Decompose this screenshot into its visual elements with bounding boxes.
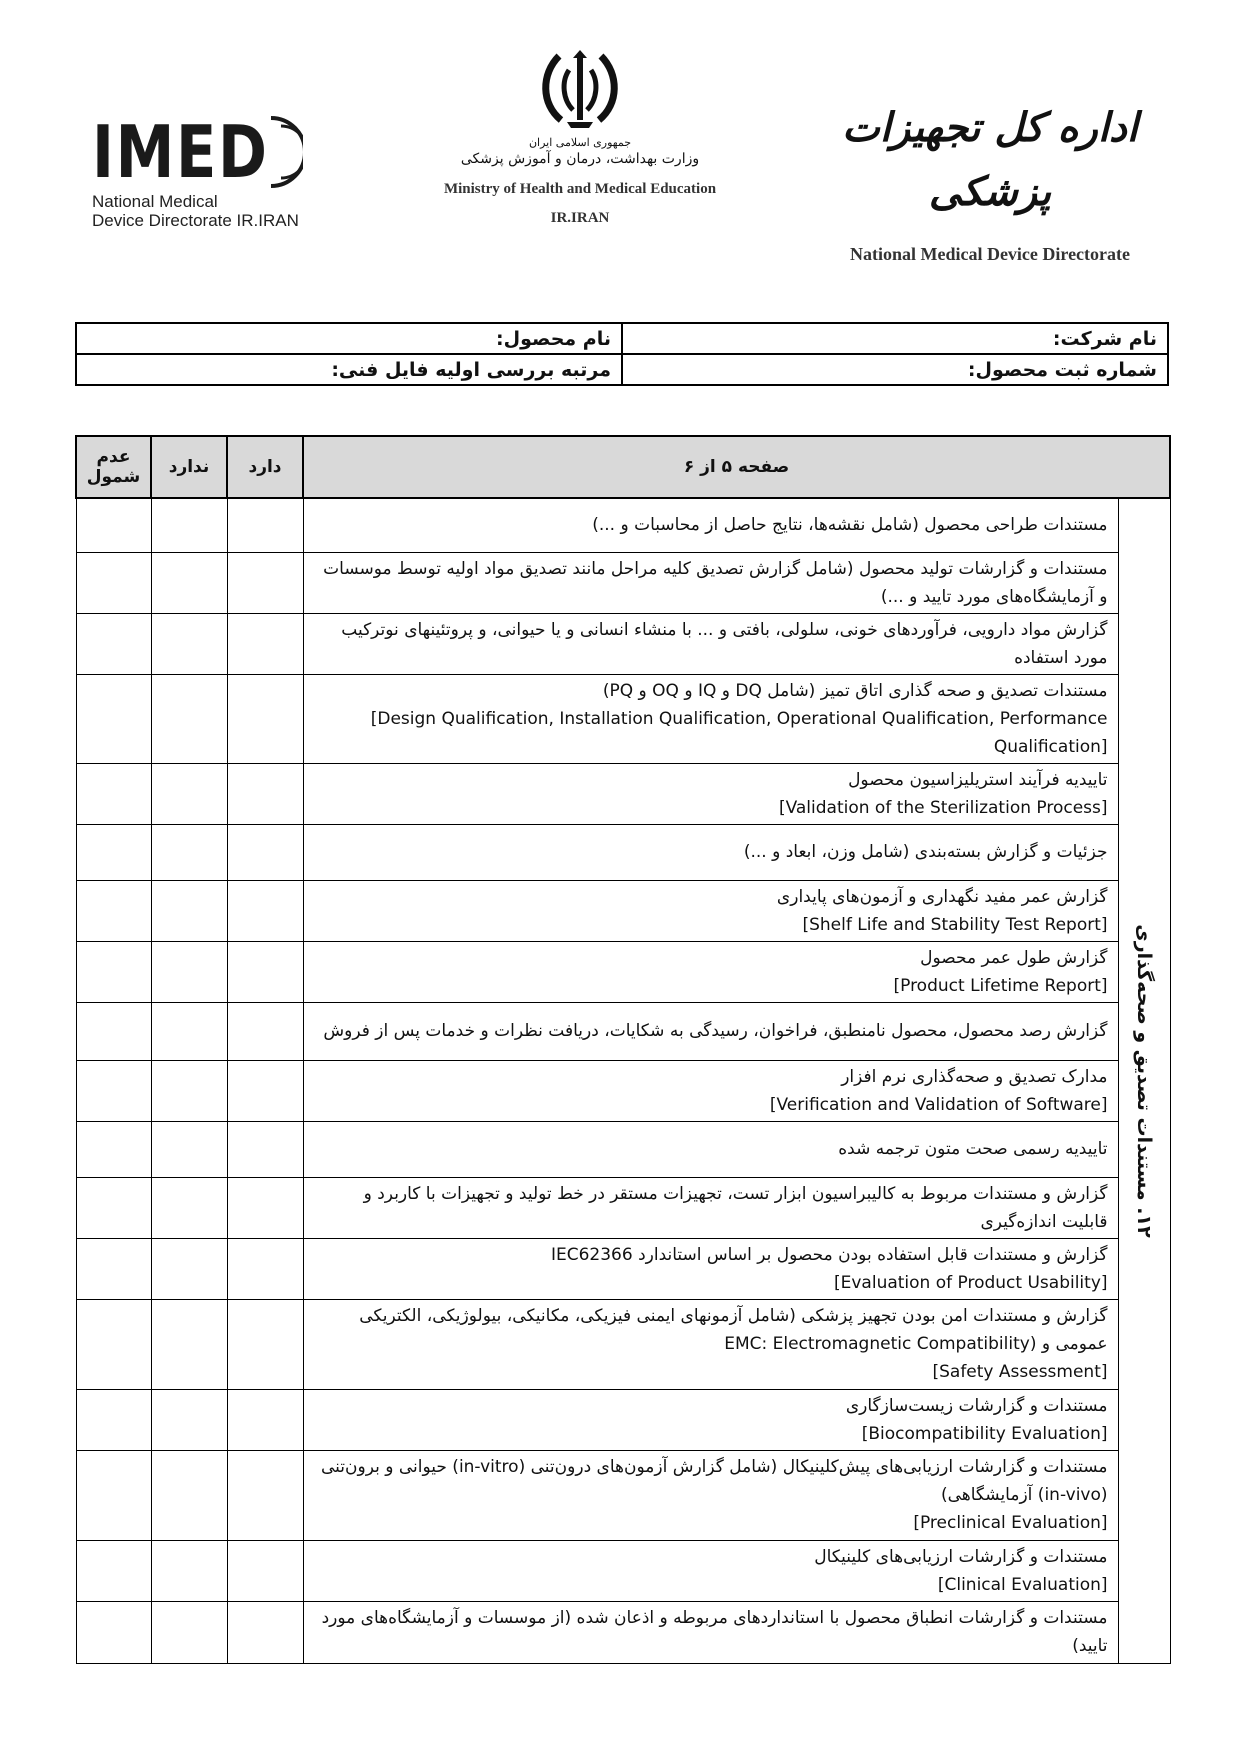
item-description: مستندات طراحی محصول (شامل نقشه‌ها، نتایج حاصل از محاسبات و ...) [592,515,1108,536]
page-indicator: صفحه ۵ از ۶ [303,436,1170,498]
item-description: گزارش مواد دارویی، فرآوردهای خونی، سلولی، بافتی و ... با منشاء انسانی و یا حیوانی، و پروتئینهای نوترکیب مورد استفاده [341,619,1108,668]
checkbox-cell-has[interactable] [227,1060,303,1121]
ministry-fa-line1: جمهوری اسلامی ایران [528,136,632,149]
checklist-row [76,1450,1170,1540]
checkbox-cell-not-applicable[interactable] [76,552,151,613]
ministry-en-country: IR.IRAN [550,210,610,226]
checklist-item-text [303,552,1118,613]
checklist-item-text [303,498,1118,552]
checkbox-cell-not-applicable[interactable] [76,674,151,763]
column-header-has-not: ندارد [151,436,227,498]
checklist-item-text [303,1060,1118,1121]
item-description: مستندات و گزارشات تولید محصول (شامل گزارش تصدیق کلیه مراحل مانند تصدیق مواد اولیه توسط موسسات و آزمایشگاه‌های مورد تایید و ...) [323,558,1108,607]
checkbox-cell-not-applicable[interactable] [76,1601,151,1663]
checkbox-cell-has[interactable] [227,1389,303,1450]
checklist-item-text [303,1299,1118,1389]
checkbox-cell-not-applicable[interactable] [76,1540,151,1601]
checkbox-cell-has[interactable] [227,1002,303,1060]
ministry-fa-line2: وزارت بهداشت، درمان و آموزش پزشکی [460,151,700,167]
item-english-term: [Preclinical Evaluation] [913,1513,1108,1533]
directorate-fa-name: اداره کل تجهیزات پزشکی [842,104,1138,215]
item-description: گزارش و مستندات امن بودن تجهیز پزشکی (شامل آزمونهای ایمنی فیزیکی، مکانیکی، بیولوژیکی، الکتریکی عمومی و (EMC: Electromagnetic Compatibility [359,1306,1108,1354]
checklist-header-row [76,436,1170,498]
checklist-row [76,1177,1170,1238]
checkbox-cell-has-not[interactable] [151,1177,227,1238]
item-description: گزارش و مستندات مربوط به کالیبراسیون ابزار تست، تجهیزات مستقر در خط تولید و تجهیزات با کاربرد و قابلیت اندازه‌گیری [363,1183,1108,1232]
checklist-row [76,824,1170,880]
item-description: مستندات و گزارشات ارزیابی‌های کلینیکال [814,1546,1108,1567]
checkbox-cell-has-not[interactable] [151,1450,227,1540]
checkbox-cell-has-not[interactable] [151,498,227,552]
checklist-row [76,498,1170,552]
checklist-row [76,552,1170,613]
checklist-row [76,613,1170,674]
item-english-term: [Design Qualification, Installation Qualification, Operational Qualification, Performance Qualification] [370,708,1108,757]
checkbox-cell-has-not[interactable] [151,1060,227,1121]
column-header-not-applicable: عدم شمول [76,436,151,498]
iran-emblem-icon [537,48,623,130]
checklist-item-text [303,1389,1118,1450]
checklist-row [76,1002,1170,1060]
item-description: گزارش و مستندات قابل استفاده بودن محصول بر اساس استاندارد IEC62366 [550,1244,1108,1265]
checklist-row [76,1238,1170,1299]
checklist-row [76,1299,1170,1389]
item-english-term: [Biocompatibility Evaluation] [861,1423,1108,1444]
checkbox-cell-has[interactable] [227,1601,303,1663]
checkbox-cell-has-not[interactable] [151,1238,227,1299]
imed-logo-text: IMED [92,110,269,194]
checkbox-cell-has[interactable] [227,880,303,941]
checkbox-cell-has-not[interactable] [151,763,227,824]
ministry-en-name: Ministry of Health and Medical Education [443,181,717,197]
checkbox-cell-not-applicable[interactable] [76,1002,151,1060]
checkbox-cell-has[interactable] [227,763,303,824]
checkbox-cell-not-applicable[interactable] [76,1121,151,1177]
checkbox-cell-has-not[interactable] [151,613,227,674]
item-description: گزارش عمر مفید نگهداری و آزمون‌های پایداری [776,886,1108,907]
company-name-field[interactable]: نام شرکت: [622,323,1168,354]
item-description: مستندات تصدیق و صحه گذاری اتاق تمیز (شامل DQ و IQ و OQ و PQ) [602,680,1108,701]
imed-subtitle-line1: National Medical [92,192,218,211]
checkbox-cell-has-not[interactable] [151,1299,227,1389]
checkbox-cell-has[interactable] [227,498,303,552]
checkbox-cell-has[interactable] [227,1238,303,1299]
directorate-logo [810,96,1170,265]
checkbox-cell-has-not[interactable] [151,1601,227,1663]
verification-checklist-table [75,435,1171,1664]
item-english-term: [Verification and Validation of Software] [769,1094,1108,1115]
item-english-term: [Safety Assessment] [932,1362,1108,1382]
checkbox-cell-has[interactable] [227,1540,303,1601]
checklist-row [76,1601,1170,1663]
checklist-row [76,1389,1170,1450]
item-english-term: [Clinical Evaluation] [937,1574,1108,1595]
product-info-table [75,322,1169,386]
checkbox-cell-has[interactable] [227,1450,303,1540]
checkbox-cell-has[interactable] [227,1177,303,1238]
item-description: تاییدیه فرآیند استریلیزاسیون محصول [848,769,1108,790]
item-english-term: [Evaluation of Product Usability] [834,1272,1108,1293]
checklist-item-text [303,613,1118,674]
checkbox-cell-not-applicable[interactable] [76,1177,151,1238]
checkbox-cell-not-applicable[interactable] [76,1060,151,1121]
checkbox-cell-has[interactable] [227,1299,303,1389]
registration-number-field[interactable]: شماره ثبت محصول: [622,354,1168,385]
checklist-item-text [303,1121,1118,1177]
checklist-item-text [303,763,1118,824]
checkbox-cell-has-not[interactable] [151,1002,227,1060]
item-description: گزارش رصد محصول، محصول نامنطبق، فراخوان، رسیدگی به شکایات، دریافت نظرات و خدمات پس از فروش [323,1021,1108,1041]
checklist-item-text [303,941,1118,1002]
item-english-term: [Product Lifetime Report] [893,975,1108,996]
checkbox-cell-not-applicable[interactable] [76,941,151,1002]
checklist-item-text [303,1238,1118,1299]
checkbox-cell-has[interactable] [227,552,303,613]
checkbox-cell-not-applicable[interactable] [76,824,151,880]
checklist-item-text [303,1450,1118,1540]
checklist-item-text [303,880,1118,941]
checklist-row [76,674,1170,763]
checklist-item-text [303,1601,1118,1663]
imed-logo [92,112,312,230]
item-description: مستندات و گزارشات انطباق محصول با استانداردهای مربوطه و اذعان شده (از موسسات و آزمایشگاه‌های مورد تایید) [321,1608,1108,1656]
ministry-logo [400,48,760,227]
checkbox-cell-not-applicable[interactable] [76,1299,151,1389]
checkbox-cell-has-not[interactable] [151,880,227,941]
directorate-en-name: National Medical Device Directorate [849,244,1131,264]
checkbox-cell-not-applicable[interactable] [76,880,151,941]
checklist-item-text [303,1002,1118,1060]
imed-arcs-icon [263,112,303,192]
checklist-item-text [303,674,1118,763]
checklist-item-text [303,824,1118,880]
item-description: تاییدیه رسمی صحت متون ترجمه شده [838,1139,1108,1159]
checkbox-cell-has-not[interactable] [151,1121,227,1177]
item-description: مستندات و گزارشات زیست‌سازگاری [845,1395,1108,1416]
item-description: مدارک تصدیق و صحه‌گذاری نرم افزار [841,1066,1108,1087]
checkbox-cell-has-not[interactable] [151,941,227,1002]
checkbox-cell-not-applicable[interactable] [76,498,151,552]
checkbox-cell-not-applicable[interactable] [76,1389,151,1450]
item-description: جزئیات و گزارش بسته‌بندی (شامل وزن، ابعاد و ...) [743,842,1108,862]
checkbox-cell-has-not[interactable] [151,824,227,880]
checklist-row [76,941,1170,1002]
section-title-cell [1118,498,1170,1663]
review-stage-field[interactable]: مرتبه بررسی اولیه فایل فنی: [76,354,622,385]
checkbox-cell-not-applicable[interactable] [76,613,151,674]
column-header-has: دارد [227,436,303,498]
item-english-term: [Shelf Life and Stability Test Report] [802,914,1108,935]
checklist-row [76,1540,1170,1601]
item-description: گزارش طول عمر محصول [920,947,1108,968]
checkbox-cell-has[interactable] [227,824,303,880]
checkbox-cell-has[interactable] [227,1121,303,1177]
checkbox-cell-has[interactable] [227,613,303,674]
checkbox-cell-has-not[interactable] [151,1540,227,1601]
checkbox-cell-has-not[interactable] [151,1389,227,1450]
checkbox-cell-not-applicable[interactable] [76,763,151,824]
checklist-item-text [303,1177,1118,1238]
checkbox-cell-not-applicable[interactable] [76,1238,151,1299]
checkbox-cell-not-applicable[interactable] [76,1450,151,1540]
checkbox-cell-has[interactable] [227,941,303,1002]
checkbox-cell-has-not[interactable] [151,674,227,763]
imed-subtitle-line2: Device Directorate IR.IRAN [92,211,299,230]
checklist-item-text [303,1540,1118,1601]
checklist-row [76,763,1170,824]
checklist-row [76,880,1170,941]
item-english-term: [Validation of the Sterilization Process] [778,797,1108,818]
item-description: مستندات و گزارشات ارزیابی‌های پیش‌کلینیکال (شامل گزارش آزمون‌های درون‌تنی (in-vitro) حیوانی و برون‌تنی (in-vivo) آزمایشگاهی) [321,1457,1108,1505]
checkbox-cell-has[interactable] [227,674,303,763]
checkbox-cell-has-not[interactable] [151,552,227,613]
checklist-row [76,1121,1170,1177]
section-title: ۱۲. مستندات تصدیق و صحه‌گذاری [1132,924,1155,1238]
checklist-row [76,1060,1170,1121]
product-name-field[interactable]: نام محصول: [76,323,622,354]
